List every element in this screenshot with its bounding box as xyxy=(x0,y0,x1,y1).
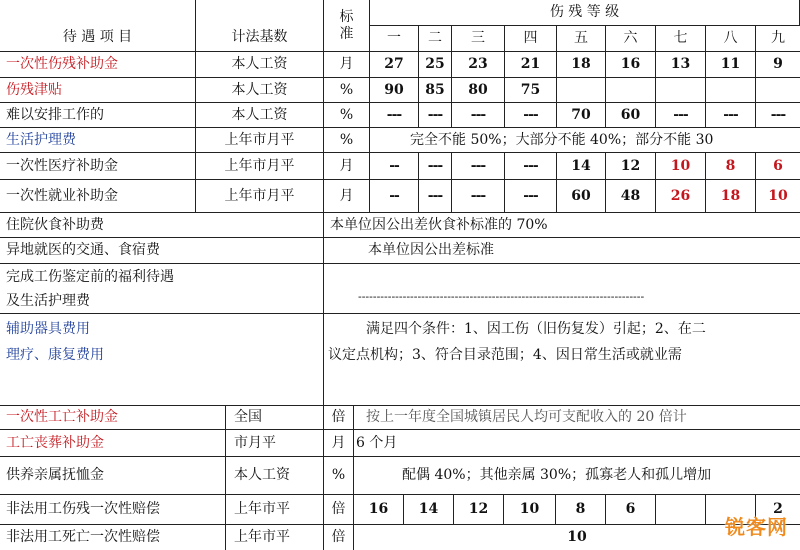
cell-grade-2: 85 xyxy=(419,78,452,103)
cell-grade-2: --- xyxy=(419,153,452,180)
cell-grade-9 xyxy=(756,78,800,103)
cell-grade-2: 25 xyxy=(419,52,452,78)
cell-grade-6: 48 xyxy=(606,180,656,213)
row-name-line-1: 辅助器具费用 xyxy=(6,321,90,337)
header-basis: 计法基数 xyxy=(196,0,324,52)
cell-grade-1: -- xyxy=(370,180,419,213)
merged-cell: 10 xyxy=(567,529,587,546)
header-grade-9: 九 xyxy=(756,26,800,52)
row-name xyxy=(0,264,324,314)
header-grade-7: 七 xyxy=(656,26,706,52)
cell-grade-5: 70 xyxy=(557,103,606,128)
row-name: 住院伙食补助费 xyxy=(0,213,324,238)
merged-cell: 完全不能 50%；大部分不能 40%；部分不能 30 xyxy=(370,128,800,153)
row-basis: 本人工资 xyxy=(226,457,324,495)
row-std: 月 xyxy=(324,180,370,213)
row-name: 生活护理费 xyxy=(0,128,196,153)
header-grade-title: 伤 残 等 级 xyxy=(370,0,800,26)
merged-cell: ----------------------------------------------------------------------------- xyxy=(324,264,800,314)
header-grade-4: 四 xyxy=(505,26,557,52)
row-basis: 市月平 xyxy=(226,430,324,457)
cell-grade-7 xyxy=(656,78,706,103)
cell-grade-9: 9 xyxy=(756,52,800,78)
row-basis: 上年市平 xyxy=(226,495,324,525)
row-name xyxy=(0,314,324,406)
header-grade-8: 八 xyxy=(706,26,756,52)
cell-grade-9: 10 xyxy=(756,180,800,213)
cell-grade-6: 6 xyxy=(606,495,656,525)
cell-grade-2: --- xyxy=(419,103,452,128)
row-name: 一次性工亡补助金 xyxy=(0,406,226,430)
row-basis: 上年市月平 xyxy=(196,153,324,180)
header-item: 待 遇 项 目 xyxy=(0,0,196,52)
cell-grade-6: 12 xyxy=(606,153,656,180)
merged-cell xyxy=(324,314,800,406)
row-name: 一次性就业补助金 xyxy=(0,180,196,213)
row-basis: 本人工资 xyxy=(196,103,324,128)
cell-grade-8: --- xyxy=(706,103,756,128)
row-name: 非法用工伤残一次性赔偿 xyxy=(0,495,226,525)
cell-grade-5: 8 xyxy=(556,495,606,525)
row-name: 一次性伤残补助金 xyxy=(0,52,196,78)
cell-grade-8: 18 xyxy=(706,180,756,213)
cell-grade-3: 23 xyxy=(452,52,505,78)
header-grade-6: 六 xyxy=(606,26,656,52)
row-std: 倍 xyxy=(324,525,354,550)
cell-grade-1: 27 xyxy=(370,52,419,78)
cell-grade-1: 90 xyxy=(370,78,419,103)
cell-grade-2: --- xyxy=(419,180,452,213)
cell-grade-5: 14 xyxy=(557,153,606,180)
merged-cell: 本单位因公出差伙食补标准的 70% xyxy=(324,213,800,238)
row-std: 月 xyxy=(324,153,370,180)
cell-grade-9: --- xyxy=(756,103,800,128)
merged-cell: 按上一年度全国城镇居民人均可支配收入的 20 倍计 xyxy=(354,406,800,430)
cell-grade-7: 10 xyxy=(656,153,706,180)
row-name: 非法用工死亡一次性赔偿 xyxy=(0,525,226,550)
row-basis: 本人工资 xyxy=(196,52,324,78)
cell-grade-3: 12 xyxy=(454,495,504,525)
merged-line-2: 议定点机构；3、符合目录范围；4、因日常生活或就业需 xyxy=(328,347,682,363)
merged-cell: 6 个月 xyxy=(354,430,800,457)
row-std: % xyxy=(324,457,354,495)
cell-grade-7: --- xyxy=(656,103,706,128)
row-basis: 本人工资 xyxy=(196,78,324,103)
row-name: 难以安排工作的 xyxy=(0,103,196,128)
merged-cell: 配偶 40%；其他亲属 30%；孤寡老人和孤儿增加 xyxy=(354,457,800,495)
row-basis: 上年市月平 xyxy=(196,180,324,213)
row-basis: 上年市月平 xyxy=(196,128,324,153)
cell-grade-4: 21 xyxy=(505,52,557,78)
row-name-line-1: 完成工伤鉴定前的福利待遇 xyxy=(6,268,174,285)
cell-grade-5: 60 xyxy=(557,180,606,213)
cell-grade-6 xyxy=(606,78,656,103)
row-std: 倍 xyxy=(324,406,354,430)
cell-grade-1: --- xyxy=(370,103,419,128)
row-std: % xyxy=(324,128,370,153)
row-basis: 上年市平 xyxy=(226,525,324,550)
cell-grade-4: 75 xyxy=(505,78,557,103)
cell-grade-2: 14 xyxy=(404,495,454,525)
cell-grade-3: --- xyxy=(452,103,505,128)
cell-grade-4: --- xyxy=(505,180,557,213)
cell-grade-6: 16 xyxy=(606,52,656,78)
row-name-line-2: 及生活护理费 xyxy=(6,292,90,309)
row-name: 伤残津贴 xyxy=(0,78,196,103)
row-std: % xyxy=(324,103,370,128)
cell-grade-9: 2 xyxy=(756,495,800,525)
merged-cell: 本单位因公出差标准 xyxy=(324,238,800,264)
merged-line-1: 满足四个条件：1、因工伤（旧伤复发）引起；2、在二 xyxy=(366,321,706,337)
row-std: 月 xyxy=(324,430,354,457)
cell-grade-7: 26 xyxy=(656,180,706,213)
cell-grade-8 xyxy=(706,78,756,103)
row-std: 倍 xyxy=(324,495,354,525)
row-std: % xyxy=(324,78,370,103)
cell-grade-9: 6 xyxy=(756,153,800,180)
header-grade-3: 三 xyxy=(452,26,505,52)
row-std: 月 xyxy=(324,52,370,78)
header-std: 标准 xyxy=(324,0,370,52)
row-name: 异地就医的交通、食宿费 xyxy=(0,238,324,264)
header-grade-1: 一 xyxy=(370,26,419,52)
cell-grade-5 xyxy=(557,78,606,103)
cell-grade-3: 80 xyxy=(452,78,505,103)
cell-grade-7 xyxy=(656,495,706,525)
cell-grade-3: --- xyxy=(452,180,505,213)
header-grade-2: 二 xyxy=(419,26,452,52)
cell-grade-8: 11 xyxy=(706,52,756,78)
row-basis: 全国 xyxy=(226,406,324,430)
cell-grade-7: 13 xyxy=(656,52,706,78)
site-watermark: 锐客网 xyxy=(725,515,788,539)
cell-grade-4: 10 xyxy=(504,495,556,525)
cell-grade-1: -- xyxy=(370,153,419,180)
header-grade-5: 五 xyxy=(557,26,606,52)
row-name-line-2: 理疗、康复费用 xyxy=(6,347,104,363)
cell-grade-3: --- xyxy=(452,153,505,180)
cell-grade-6: 60 xyxy=(606,103,656,128)
cell-grade-4: --- xyxy=(505,103,557,128)
row-name: 工亡丧葬补助金 xyxy=(0,430,226,457)
cell-grade-4: --- xyxy=(505,153,557,180)
row-name: 供养亲属抚恤金 xyxy=(0,457,226,495)
row-name: 一次性医疗补助金 xyxy=(0,153,196,180)
cell-grade-1: 16 xyxy=(354,495,404,525)
cell-grade-5: 18 xyxy=(557,52,606,78)
cell-grade-8: 8 xyxy=(706,153,756,180)
